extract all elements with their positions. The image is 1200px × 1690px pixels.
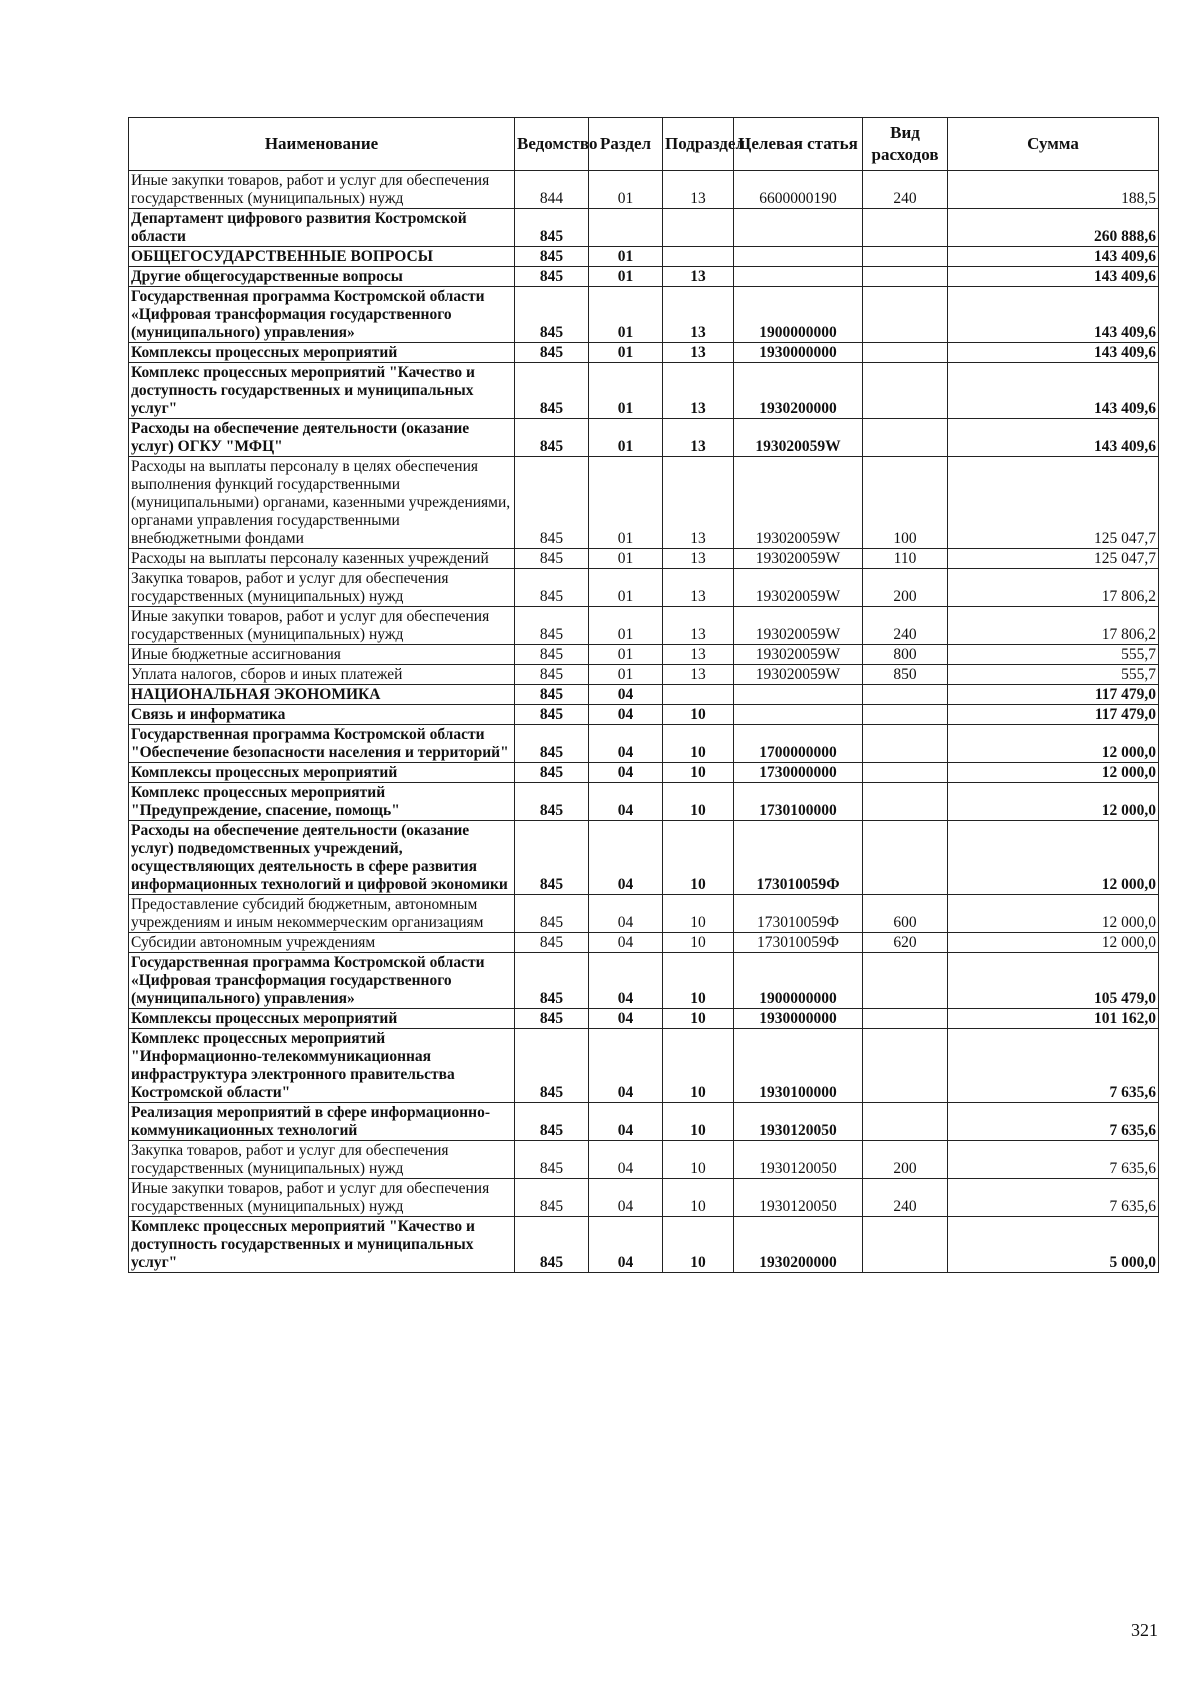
cell-vid-rashodov: 600 — [863, 895, 948, 933]
cell-summa: 7 635,6 — [948, 1029, 1159, 1103]
cell-celevaya-statya: 1930120050 — [734, 1141, 863, 1179]
cell-razdel: 04 — [589, 1009, 663, 1029]
cell-razdel: 01 — [589, 549, 663, 569]
cell-podrazdel: 13 — [663, 419, 734, 457]
cell-vedomstvo: 845 — [515, 1217, 589, 1273]
cell-razdel: 04 — [589, 933, 663, 953]
cell-summa: 105 479,0 — [948, 953, 1159, 1009]
table-row — [129, 419, 1159, 457]
cell-vid-rashodov: 200 — [863, 1141, 948, 1179]
cell-vid-rashodov — [863, 267, 948, 287]
cell-summa: 143 409,6 — [948, 419, 1159, 457]
cell-summa: 17 806,2 — [948, 569, 1159, 607]
cell-razdel: 04 — [589, 1217, 663, 1273]
cell-podrazdel: 13 — [663, 363, 734, 419]
cell-name: Реализация мероприятий в сфере информационно-коммуникационных технологий — [129, 1103, 515, 1141]
cell-celevaya-statya — [734, 705, 863, 725]
cell-vedomstvo: 845 — [515, 343, 589, 363]
cell-vid-rashodov — [863, 725, 948, 763]
cell-vedomstvo: 845 — [515, 705, 589, 725]
cell-podrazdel: 13 — [663, 645, 734, 665]
cell-podrazdel: 10 — [663, 1179, 734, 1217]
cell-summa: 117 479,0 — [948, 685, 1159, 705]
cell-summa: 7 635,6 — [948, 1103, 1159, 1141]
cell-vedomstvo: 845 — [515, 821, 589, 895]
cell-vedomstvo: 845 — [515, 933, 589, 953]
cell-razdel: 04 — [589, 1029, 663, 1103]
cell-celevaya-statya: 173010059Ф — [734, 821, 863, 895]
cell-vid-rashodov: 240 — [863, 1179, 948, 1217]
header-row — [129, 118, 1159, 171]
cell-celevaya-statya: 1730100000 — [734, 783, 863, 821]
cell-name: Иные закупки товаров, работ и услуг для обеспечения государственных (муниципальных) нужд — [129, 171, 515, 209]
cell-razdel: 04 — [589, 725, 663, 763]
cell-razdel: 04 — [589, 783, 663, 821]
cell-name: Государственная программа Костромской области "Обеспечение безопасности населения и территорий" — [129, 725, 515, 763]
cell-vid-rashodov: 240 — [863, 171, 948, 209]
cell-vid-rashodov — [863, 1029, 948, 1103]
cell-razdel: 01 — [589, 287, 663, 343]
col-header-podrazdel: Подраздел — [663, 118, 734, 171]
cell-vid-rashodov — [863, 209, 948, 247]
cell-summa: 555,7 — [948, 645, 1159, 665]
cell-vedomstvo: 845 — [515, 1103, 589, 1141]
cell-summa: 143 409,6 — [948, 287, 1159, 343]
cell-razdel: 01 — [589, 247, 663, 267]
cell-podrazdel: 13 — [663, 665, 734, 685]
table-row — [129, 343, 1159, 363]
cell-name: Комплекс процессных мероприятий "Качество и доступность государственных и муниципальных услуг" — [129, 1217, 515, 1273]
cell-name: Закупка товаров, работ и услуг для обеспечения государственных (муниципальных) нужд — [129, 1141, 515, 1179]
cell-podrazdel: 10 — [663, 1141, 734, 1179]
cell-vedomstvo: 845 — [515, 247, 589, 267]
cell-podrazdel: 13 — [663, 607, 734, 645]
cell-vid-rashodov — [863, 1103, 948, 1141]
cell-celevaya-statya — [734, 267, 863, 287]
table-row — [129, 267, 1159, 287]
cell-razdel: 01 — [589, 171, 663, 209]
table-row — [129, 895, 1159, 933]
cell-vedomstvo: 845 — [515, 287, 589, 343]
cell-celevaya-statya: 193020059W — [734, 645, 863, 665]
table-row — [129, 457, 1159, 549]
cell-vedomstvo: 845 — [515, 419, 589, 457]
table-row — [129, 685, 1159, 705]
cell-vid-rashodov — [863, 705, 948, 725]
cell-vedomstvo: 845 — [515, 725, 589, 763]
col-header-summa: Сумма — [948, 118, 1159, 171]
cell-summa: 12 000,0 — [948, 933, 1159, 953]
cell-celevaya-statya: 1930000000 — [734, 343, 863, 363]
cell-summa: 143 409,6 — [948, 247, 1159, 267]
cell-summa: 5 000,0 — [948, 1217, 1159, 1273]
table-row — [129, 287, 1159, 343]
cell-name: НАЦИОНАЛЬНАЯ ЭКОНОМИКА — [129, 685, 515, 705]
cell-celevaya-statya: 1930000000 — [734, 1009, 863, 1029]
table-row — [129, 763, 1159, 783]
cell-celevaya-statya: 193020059W — [734, 665, 863, 685]
cell-vid-rashodov: 850 — [863, 665, 948, 685]
cell-summa: 12 000,0 — [948, 821, 1159, 895]
col-header-razdel: Раздел — [589, 118, 663, 171]
cell-razdel: 04 — [589, 685, 663, 705]
cell-vedomstvo: 844 — [515, 171, 589, 209]
cell-podrazdel: 10 — [663, 895, 734, 933]
cell-summa: 117 479,0 — [948, 705, 1159, 725]
cell-name: Иные закупки товаров, работ и услуг для обеспечения государственных (муниципальных) нужд — [129, 1179, 515, 1217]
cell-celevaya-statya: 193020059W — [734, 607, 863, 645]
cell-vid-rashodov — [863, 1009, 948, 1029]
table-row — [129, 1009, 1159, 1029]
cell-summa: 7 635,6 — [948, 1179, 1159, 1217]
cell-razdel: 04 — [589, 705, 663, 725]
cell-podrazdel: 10 — [663, 953, 734, 1009]
cell-vid-rashodov: 240 — [863, 607, 948, 645]
col-header-vedomstvo: Ведомство — [515, 118, 589, 171]
cell-vedomstvo: 845 — [515, 1141, 589, 1179]
cell-summa: 143 409,6 — [948, 363, 1159, 419]
cell-podrazdel: 10 — [663, 725, 734, 763]
cell-razdel: 01 — [589, 607, 663, 645]
table-row — [129, 725, 1159, 763]
cell-razdel: 01 — [589, 343, 663, 363]
cell-vid-rashodov — [863, 821, 948, 895]
cell-vid-rashodov — [863, 1217, 948, 1273]
cell-celevaya-statya: 1930120050 — [734, 1103, 863, 1141]
table-row — [129, 549, 1159, 569]
cell-podrazdel: 13 — [663, 171, 734, 209]
cell-podrazdel: 10 — [663, 705, 734, 725]
cell-celevaya-statya: 193020059W — [734, 569, 863, 607]
cell-name: Государственная программа Костромской области «Цифровая трансформация государственного (муниципального) управления» — [129, 953, 515, 1009]
cell-name: Предоставление субсидий бюджетным, автономным учреждениям и иным некоммерческим организациям — [129, 895, 515, 933]
table-row — [129, 1217, 1159, 1273]
cell-celevaya-statya: 173010059Ф — [734, 895, 863, 933]
cell-summa: 260 888,6 — [948, 209, 1159, 247]
cell-summa: 101 162,0 — [948, 1009, 1159, 1029]
table-row — [129, 1103, 1159, 1141]
table-row — [129, 1179, 1159, 1217]
cell-celevaya-statya: 1930120050 — [734, 1179, 863, 1217]
cell-name: Уплата налогов, сборов и иных платежей — [129, 665, 515, 685]
col-header-name: Наименование — [129, 118, 515, 171]
cell-razdel: 04 — [589, 763, 663, 783]
cell-podrazdel: 10 — [663, 1029, 734, 1103]
cell-podrazdel: 13 — [663, 457, 734, 549]
cell-podrazdel — [663, 247, 734, 267]
cell-vid-rashodov — [863, 783, 948, 821]
table-row — [129, 1029, 1159, 1103]
cell-podrazdel — [663, 209, 734, 247]
cell-podrazdel: 10 — [663, 1217, 734, 1273]
cell-celevaya-statya: 1900000000 — [734, 287, 863, 343]
cell-podrazdel: 13 — [663, 267, 734, 287]
cell-vid-rashodov — [863, 247, 948, 267]
cell-podrazdel: 13 — [663, 343, 734, 363]
cell-summa: 125 047,7 — [948, 549, 1159, 569]
cell-vedomstvo: 845 — [515, 569, 589, 607]
cell-vedomstvo: 845 — [515, 1029, 589, 1103]
table-row — [129, 363, 1159, 419]
cell-vid-rashodov: 800 — [863, 645, 948, 665]
table-row — [129, 247, 1159, 267]
cell-summa: 143 409,6 — [948, 343, 1159, 363]
cell-name: ОБЩЕГОСУДАРСТВЕННЫЕ ВОПРОСЫ — [129, 247, 515, 267]
cell-celevaya-statya: 193020059W — [734, 419, 863, 457]
table-row — [129, 953, 1159, 1009]
cell-celevaya-statya: 1930200000 — [734, 363, 863, 419]
cell-name: Расходы на обеспечение деятельности (оказание услуг) ОГКУ "МФЦ" — [129, 419, 515, 457]
table-row — [129, 1141, 1159, 1179]
table-row — [129, 705, 1159, 725]
cell-vedomstvo: 845 — [515, 685, 589, 705]
cell-summa: 12 000,0 — [948, 895, 1159, 933]
cell-name: Комплекс процессных мероприятий "Предупреждение, спасение, помощь" — [129, 783, 515, 821]
cell-celevaya-statya — [734, 209, 863, 247]
cell-podrazdel: 13 — [663, 287, 734, 343]
page-number: 321 — [1131, 1620, 1158, 1640]
cell-celevaya-statya: 193020059W — [734, 457, 863, 549]
cell-vid-rashodov — [863, 343, 948, 363]
cell-name: Комплексы процессных мероприятий — [129, 343, 515, 363]
table-row — [129, 821, 1159, 895]
cell-razdel: 01 — [589, 419, 663, 457]
cell-celevaya-statya: 173010059Ф — [734, 933, 863, 953]
cell-vid-rashodov: 100 — [863, 457, 948, 549]
cell-razdel: 04 — [589, 1103, 663, 1141]
cell-name: Расходы на выплаты персоналу в целях обеспечения выполнения функций государственными (муниципальными) органами, казенными учреждениями, органами управления государственными внебюджетными фондами — [129, 457, 515, 549]
table-row — [129, 569, 1159, 607]
table-row — [129, 645, 1159, 665]
cell-celevaya-statya: 1730000000 — [734, 763, 863, 783]
cell-name: Государственная программа Костромской области «Цифровая трансформация государственного (муниципального) управления» — [129, 287, 515, 343]
cell-razdel: 04 — [589, 821, 663, 895]
cell-celevaya-statya — [734, 247, 863, 267]
cell-vedomstvo: 845 — [515, 783, 589, 821]
cell-razdel: 04 — [589, 1141, 663, 1179]
cell-summa: 555,7 — [948, 665, 1159, 685]
cell-vid-rashodov: 200 — [863, 569, 948, 607]
cell-razdel: 01 — [589, 267, 663, 287]
cell-celevaya-statya: 1930200000 — [734, 1217, 863, 1273]
cell-summa: 12 000,0 — [948, 783, 1159, 821]
col-header-celevaya-statya: Целевая статья — [734, 118, 863, 171]
table-row — [129, 209, 1159, 247]
cell-celevaya-statya: 1900000000 — [734, 953, 863, 1009]
cell-vedomstvo: 845 — [515, 665, 589, 685]
table-row — [129, 933, 1159, 953]
cell-summa: 12 000,0 — [948, 725, 1159, 763]
cell-vedomstvo: 845 — [515, 1009, 589, 1029]
cell-razdel — [589, 209, 663, 247]
cell-vedomstvo: 845 — [515, 645, 589, 665]
cell-summa: 12 000,0 — [948, 763, 1159, 783]
cell-razdel: 01 — [589, 363, 663, 419]
cell-name: Расходы на обеспечение деятельности (оказание услуг) подведомственных учреждений, осуществляющих деятельность в сфере развития информационных технологий и цифровой экономики — [129, 821, 515, 895]
cell-name: Иные закупки товаров, работ и услуг для обеспечения государственных (муниципальных) нужд — [129, 607, 515, 645]
cell-vedomstvo: 845 — [515, 457, 589, 549]
cell-celevaya-statya: 193020059W — [734, 549, 863, 569]
cell-summa: 125 047,7 — [948, 457, 1159, 549]
cell-vid-rashodov — [863, 419, 948, 457]
cell-vedomstvo: 845 — [515, 267, 589, 287]
cell-summa: 17 806,2 — [948, 607, 1159, 645]
cell-razdel: 01 — [589, 665, 663, 685]
cell-name: Другие общегосударственные вопросы — [129, 267, 515, 287]
cell-celevaya-statya: 1700000000 — [734, 725, 863, 763]
cell-vedomstvo: 845 — [515, 209, 589, 247]
table-body — [129, 171, 1159, 1273]
cell-razdel: 04 — [589, 895, 663, 933]
cell-name: Департамент цифрового развития Костромской области — [129, 209, 515, 247]
cell-razdel: 04 — [589, 1179, 663, 1217]
col-header-vid-rashodov: Вид расходов — [863, 118, 948, 171]
cell-vedomstvo: 845 — [515, 953, 589, 1009]
cell-podrazdel: 13 — [663, 569, 734, 607]
cell-name: Комплекс процессных мероприятий "Информационно-телекоммуникационная инфраструктура электронного правительства Костромской области" — [129, 1029, 515, 1103]
cell-name: Связь и информатика — [129, 705, 515, 725]
table-row — [129, 171, 1159, 209]
cell-celevaya-statya: 1930100000 — [734, 1029, 863, 1103]
cell-podrazdel: 10 — [663, 1009, 734, 1029]
cell-podrazdel: 10 — [663, 933, 734, 953]
cell-summa: 7 635,6 — [948, 1141, 1159, 1179]
cell-name: Иные бюджетные ассигнования — [129, 645, 515, 665]
cell-vedomstvo: 845 — [515, 607, 589, 645]
cell-vedomstvo: 845 — [515, 363, 589, 419]
cell-podrazdel: 10 — [663, 783, 734, 821]
table-row — [129, 665, 1159, 685]
cell-vedomstvo: 845 — [515, 895, 589, 933]
cell-razdel: 01 — [589, 645, 663, 665]
cell-name: Комплексы процессных мероприятий — [129, 1009, 515, 1029]
cell-vedomstvo: 845 — [515, 763, 589, 783]
cell-vid-rashodov — [863, 685, 948, 705]
cell-podrazdel — [663, 685, 734, 705]
cell-vid-rashodov — [863, 953, 948, 1009]
cell-vid-rashodov: 620 — [863, 933, 948, 953]
cell-vid-rashodov — [863, 763, 948, 783]
cell-vedomstvo: 845 — [515, 549, 589, 569]
cell-podrazdel: 10 — [663, 821, 734, 895]
cell-name: Закупка товаров, работ и услуг для обеспечения государственных (муниципальных) нужд — [129, 569, 515, 607]
table-row — [129, 783, 1159, 821]
cell-podrazdel: 10 — [663, 1103, 734, 1141]
cell-celevaya-statya — [734, 685, 863, 705]
cell-razdel: 04 — [589, 953, 663, 1009]
cell-name: Комплекс процессных мероприятий "Качество и доступность государственных и муниципальных услуг" — [129, 363, 515, 419]
cell-podrazdel: 10 — [663, 763, 734, 783]
table-row — [129, 607, 1159, 645]
cell-name: Расходы на выплаты персоналу казенных учреждений — [129, 549, 515, 569]
cell-summa: 143 409,6 — [948, 267, 1159, 287]
cell-podrazdel: 13 — [663, 549, 734, 569]
cell-name: Субсидии автономным учреждениям — [129, 933, 515, 953]
cell-vid-rashodov — [863, 363, 948, 419]
cell-vedomstvo: 845 — [515, 1179, 589, 1217]
cell-vid-rashodov: 110 — [863, 549, 948, 569]
cell-summa: 188,5 — [948, 171, 1159, 209]
cell-razdel: 01 — [589, 457, 663, 549]
cell-celevaya-statya: 6600000190 — [734, 171, 863, 209]
cell-vid-rashodov — [863, 287, 948, 343]
budget-table — [128, 117, 1159, 1273]
cell-razdel: 01 — [589, 569, 663, 607]
cell-name: Комплексы процессных мероприятий — [129, 763, 515, 783]
